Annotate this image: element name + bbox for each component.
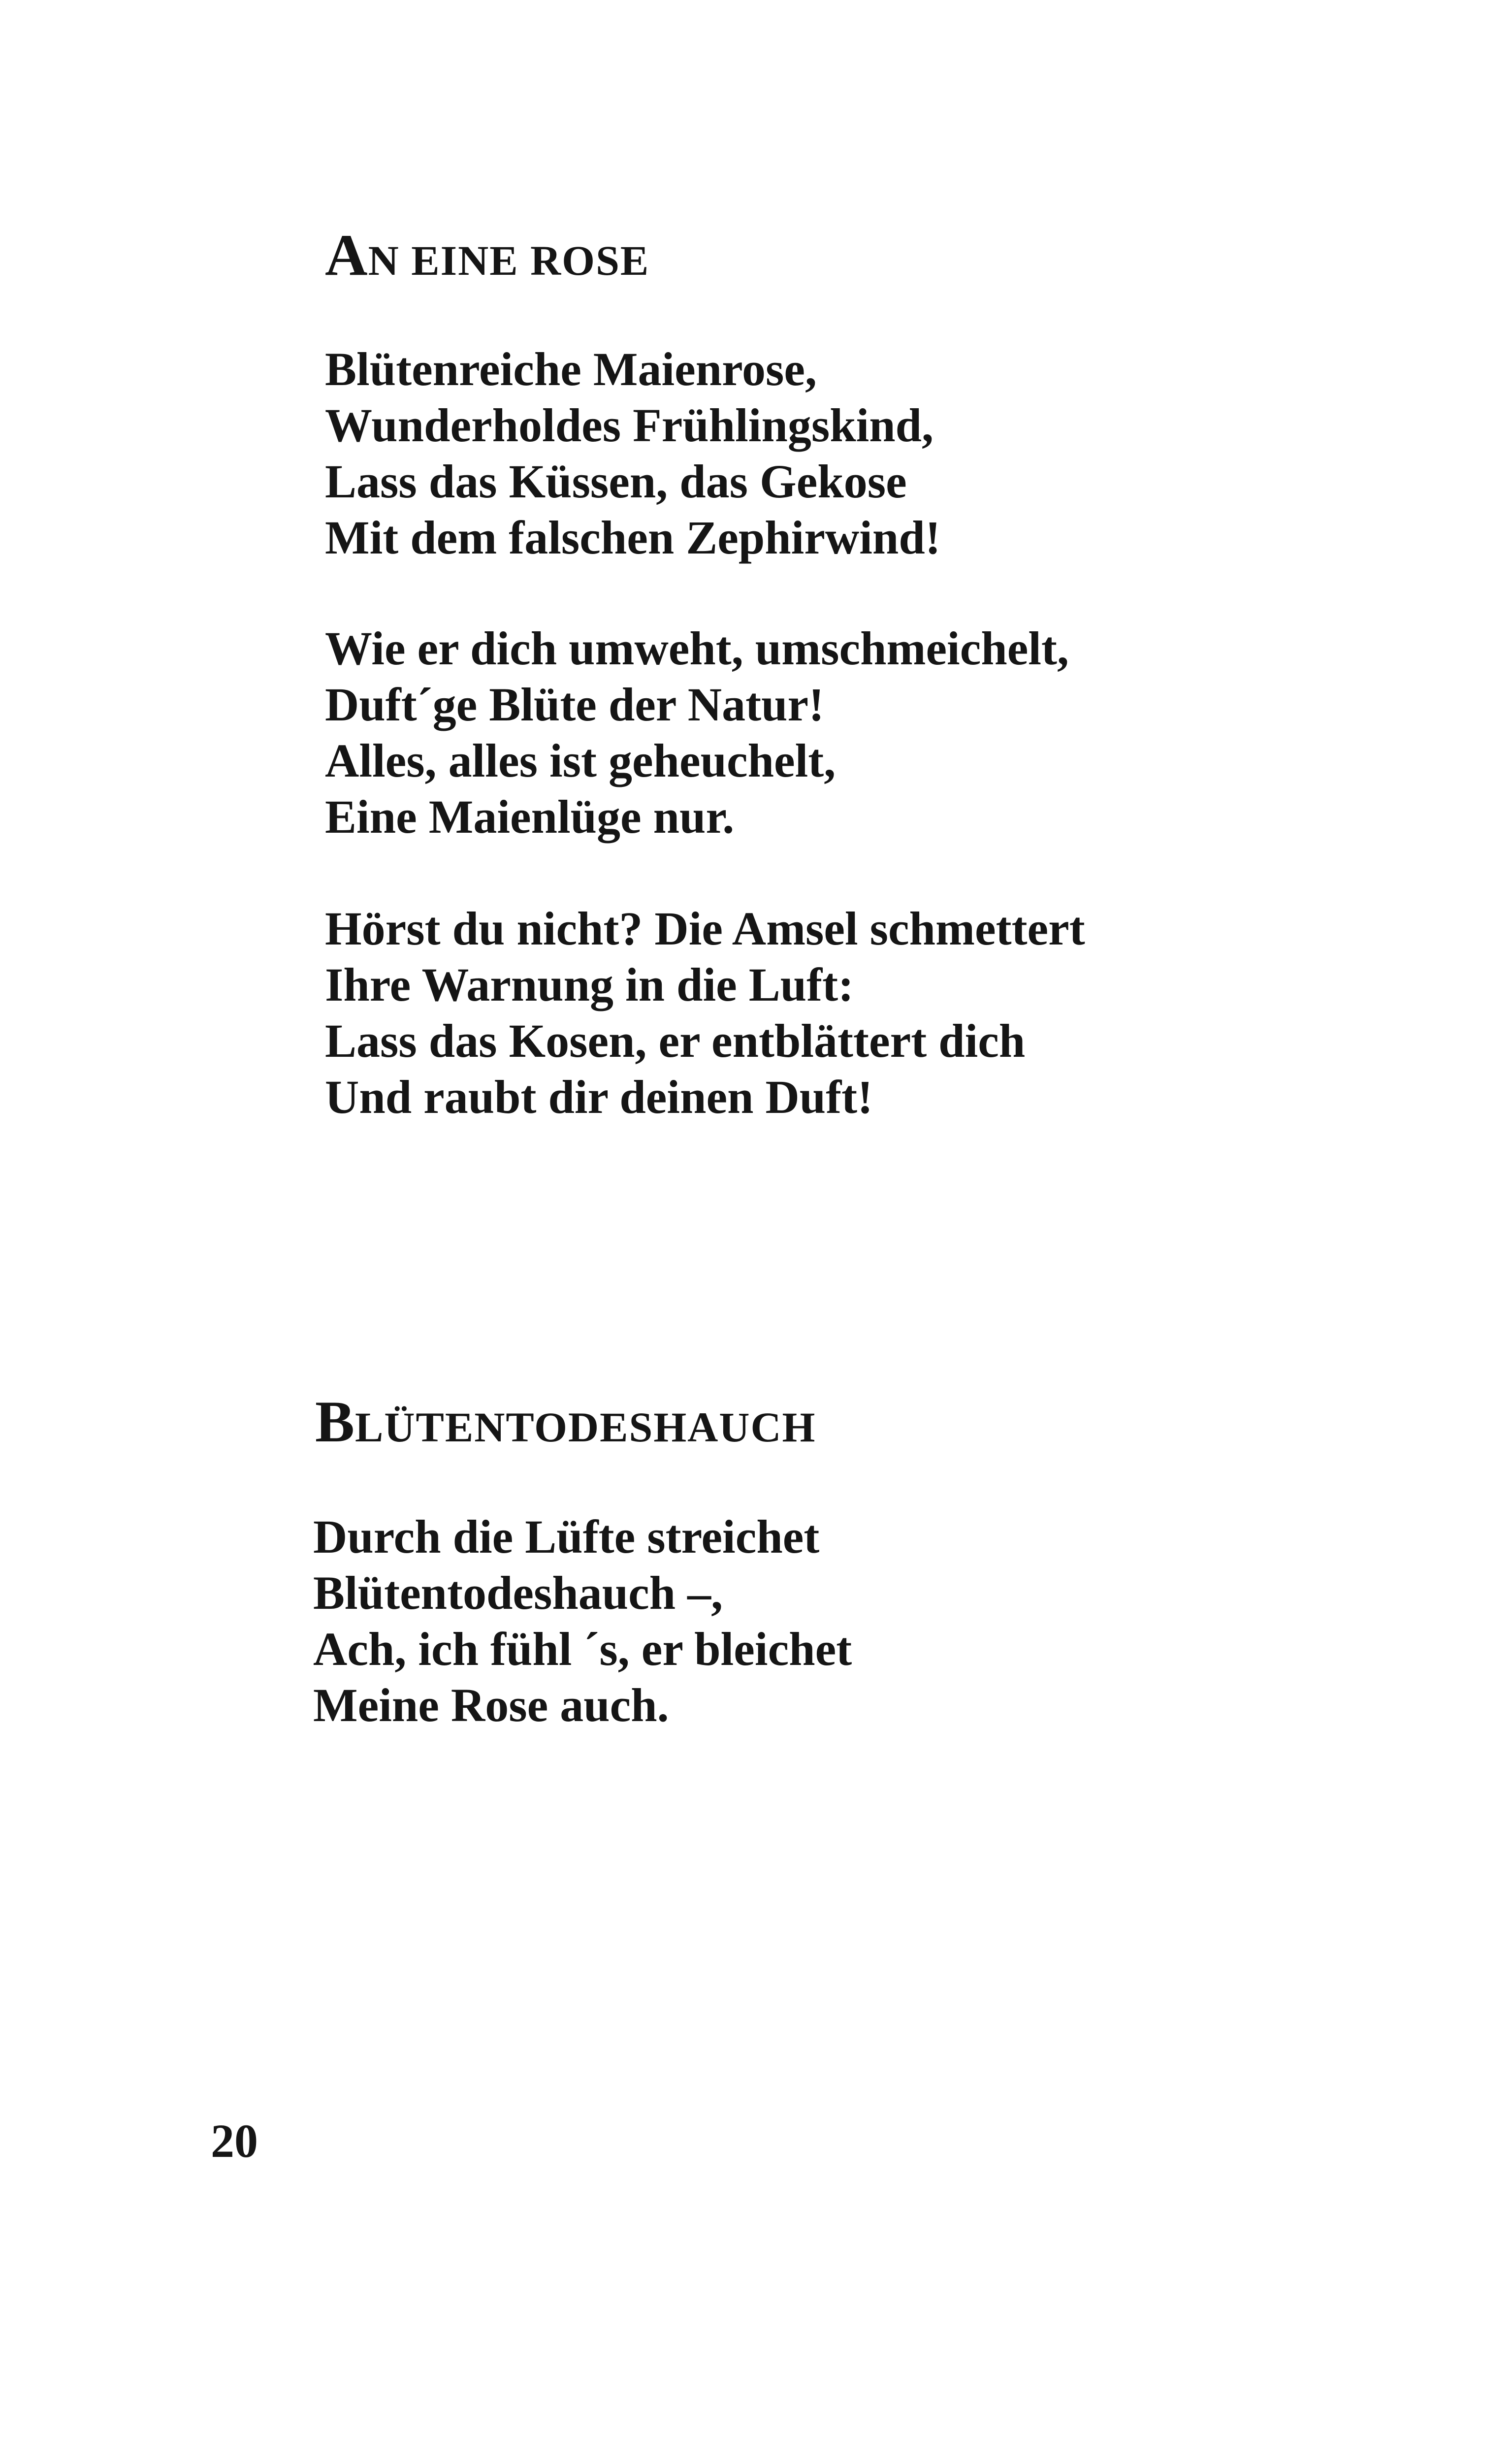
poem-line: Blütentodeshauch –, xyxy=(313,1566,723,1619)
poem-line: Und raubt dir deinen Duft! xyxy=(325,1071,873,1123)
poem-title xyxy=(315,1389,816,1454)
poem-line: Lass das Kosen, er entblättert dich xyxy=(325,1014,1026,1067)
poem-title xyxy=(325,222,650,288)
title-rest: LÜTENTODESHAUCH xyxy=(355,1403,816,1451)
poem-line: Blütenreiche Maienrose, xyxy=(325,343,817,395)
stanza xyxy=(325,901,1085,1125)
poem-line: Duft´ge Blüte der Natur! xyxy=(325,678,825,731)
poem-line: Wie er dich umweht, umschmeichelt, xyxy=(325,622,1069,675)
stanza xyxy=(325,341,941,566)
poem-line: Mit dem falschen Zephirwind! xyxy=(325,511,941,564)
poem-line: Durch die Lüfte streichet xyxy=(313,1510,820,1563)
poem-line: Lass das Küssen, das Gekose xyxy=(325,455,907,508)
poem-line: Ihre Warnung in die Luft: xyxy=(325,958,854,1011)
stanza xyxy=(325,620,1069,845)
poem-line: Hörst du nicht? Die Amsel schmettert xyxy=(325,902,1085,955)
poem-line: Alles, alles ist geheuchelt, xyxy=(325,734,836,787)
title-rest: N EINE ROSE xyxy=(368,237,650,284)
poem-line: Wunderholdes Frühlingskind, xyxy=(325,399,934,452)
title-initial: A xyxy=(325,222,368,288)
poem-line: Ach, ich fühl ´s, er bleichet xyxy=(313,1623,852,1675)
stanza xyxy=(313,1509,852,1733)
title-initial: B xyxy=(315,1389,355,1454)
poem-line: Eine Maienlüge nur. xyxy=(325,790,735,843)
page-number: 20 xyxy=(211,2115,258,2167)
poem-line: Meine Rose auch. xyxy=(313,1679,669,1731)
